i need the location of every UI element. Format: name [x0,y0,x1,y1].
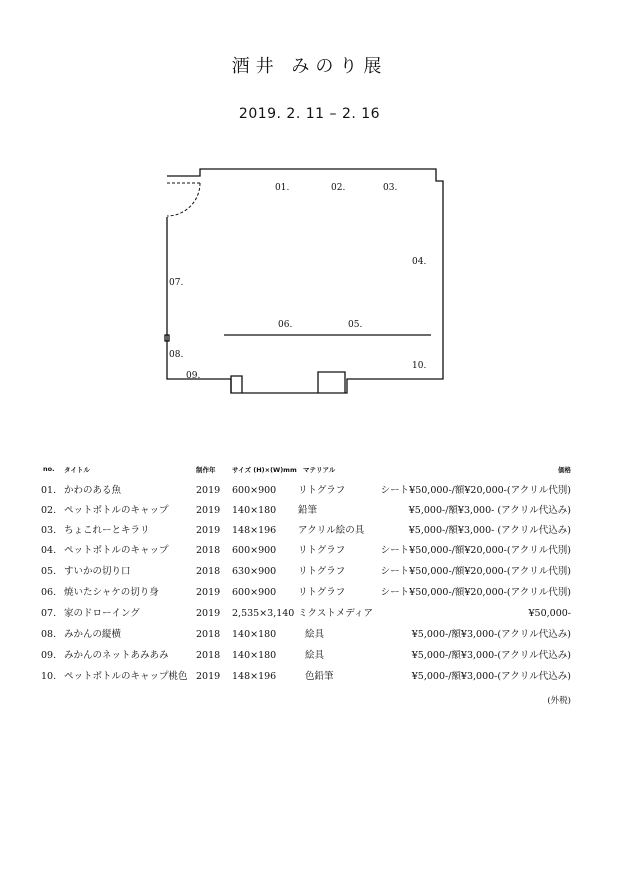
row-no: 01. [41,485,57,496]
row-material: アクリル絵の具 [298,525,365,536]
row-title: ペットボトルのキャップ [64,545,169,556]
row-price: ¥50,000- [528,608,571,619]
table-row [0,525,619,545]
row-year: 2018 [196,545,221,556]
row-material: リトグラフ [298,587,346,598]
row-no: 03. [41,525,57,536]
row-size: 630×900 [232,566,277,577]
row-year: 2019 [196,587,221,598]
row-title: 家のドローイング [64,608,140,619]
table-row [0,671,619,691]
tax-note: (外税) [547,696,571,706]
row-no: 09. [41,650,57,661]
row-material: 絵具 [305,629,325,640]
row-year: 2019 [196,671,221,682]
wall-notch-left [231,376,242,393]
row-year: 2019 [196,505,221,516]
table-row [0,587,619,607]
table-row [0,566,619,586]
row-size: 2,535×3,140 [232,608,295,619]
row-no: 10. [41,671,57,682]
row-price: ¥5,000-/額¥3,000- (アクリル代込み) [408,505,571,516]
row-no: 08. [41,629,57,640]
header-no: no. [43,465,55,473]
exhibition-dates: 2019. 2. 11 – 2. 16 [238,106,381,122]
row-year: 2019 [196,525,221,536]
row-price: ¥5,000-/額¥3,000- (アクリル代込み) [408,525,571,536]
exhibition-title: 酒井 みのり展 [231,56,388,77]
row-size: 140×180 [232,629,277,640]
row-size: 148×196 [232,671,277,682]
plan-label-08: 08. [169,350,184,360]
plan-label-07: 07. [169,278,184,288]
row-no: 04. [41,545,57,556]
row-size: 600×900 [232,587,277,598]
plan-label-05: 05. [348,320,363,330]
row-size: 148×196 [232,525,277,536]
floor-plan [0,0,619,420]
row-material: ミクストメディア [298,608,374,619]
table-row [0,545,619,565]
wall-notch-right [318,372,345,393]
row-material: リトグラフ [298,485,346,496]
plan-label-04: 04. [412,257,427,267]
row-size: 600×900 [232,545,277,556]
plan-label-01: 01. [275,183,290,193]
plan-label-06: 06. [278,320,293,330]
row-title: かわのある魚 [64,485,122,496]
plan-label-10: 10. [412,361,427,371]
row-price: ¥5,000-/額¥3,000-(アクリル代込み) [411,629,571,640]
row-price: ¥5,000-/額¥3,000-(アクリル代込み) [411,671,571,682]
header-material: マテリアル [303,466,336,474]
row-year: 2018 [196,650,221,661]
row-price: シート¥50,000-/額¥20,000-(アクリル代別) [380,587,571,598]
table-row [0,629,619,649]
row-title: 焼いたシャケの切り身 [64,587,159,598]
row-no: 07. [41,608,57,619]
header-year: 制作年 [196,466,216,474]
row-title: みかんの縦横 [64,629,122,640]
row-price: シート¥50,000-/額¥20,000-(アクリル代別) [380,566,571,577]
row-year: 2019 [196,485,221,496]
row-material: 色鉛筆 [305,671,334,682]
row-no: 06. [41,587,57,598]
plan-label-02: 02. [331,183,346,193]
row-size: 600×900 [232,485,277,496]
row-price: シート¥50,000-/額¥20,000-(アクリル代別) [380,545,571,556]
row-material: リトグラフ [298,566,346,577]
row-price: ¥5,000-/額¥3,000-(アクリル代込み) [411,650,571,661]
row-title: すいかの切り口 [64,566,131,577]
row-material: 絵具 [305,650,325,661]
header-price: 価格 [558,466,571,474]
header-size: サイズ (H)×(W)mm [232,466,297,474]
plan-label-03: 03. [383,183,398,193]
row-price: シート¥50,000-/額¥20,000-(アクリル代別) [380,485,571,496]
row-title: ちょこれーとキラリ [64,525,150,536]
row-material: 鉛筆 [298,505,318,516]
row-size: 140×180 [232,650,277,661]
row-year: 2018 [196,629,221,640]
table-row [0,650,619,670]
table-row [0,485,619,505]
row-no: 02. [41,505,57,516]
row-title: ペットボトルのキャップ桃色 [64,671,188,682]
row-no: 05. [41,566,57,577]
row-size: 140×180 [232,505,277,516]
row-year: 2018 [196,566,221,577]
table-row [0,505,619,525]
header-title: タイトル [64,466,90,474]
floor-plan-walls [167,169,443,393]
row-year: 2019 [196,608,221,619]
table-row [0,608,619,628]
row-title: みかんのネットあみあみ [64,650,169,661]
plan-label-09: 09. [186,371,201,381]
row-title: ペットボトルのキャップ [64,505,169,516]
door-swing [167,183,200,216]
row-material: リトグラフ [298,545,346,556]
